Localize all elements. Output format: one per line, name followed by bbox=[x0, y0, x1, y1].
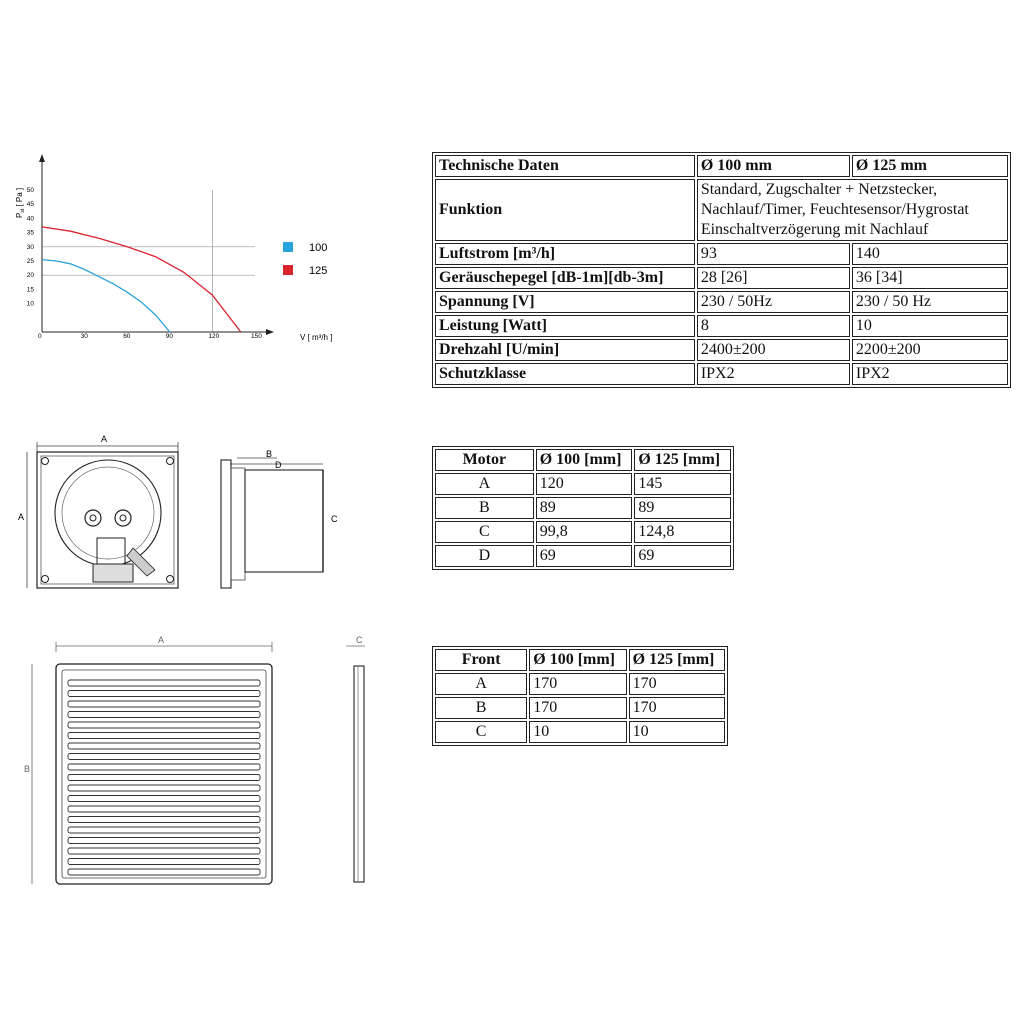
function-label: Funktion bbox=[435, 179, 695, 241]
louver-slat bbox=[68, 817, 260, 823]
front-dim-label-a: A bbox=[158, 635, 165, 645]
legend-label-100: 100 bbox=[309, 242, 328, 254]
x-tick-label: 150 bbox=[251, 333, 262, 340]
louver-slat bbox=[68, 743, 260, 749]
louver-slat bbox=[68, 869, 260, 875]
legend-label-125: 125 bbox=[309, 265, 328, 277]
pressure-flow-chart bbox=[0, 150, 360, 360]
louver-slat bbox=[68, 838, 260, 844]
table-row: Front Ø 100 [mm] Ø 125 [mm] bbox=[435, 649, 725, 671]
y-axis-arrow bbox=[39, 154, 45, 162]
series-line-100 bbox=[42, 260, 170, 332]
motor-dimension-drawing bbox=[15, 430, 345, 600]
y-tick-label: 10 bbox=[26, 300, 34, 308]
y-tick-label: 50 bbox=[26, 187, 34, 194]
louver-slat bbox=[68, 701, 260, 707]
y-tick-label: 40 bbox=[26, 215, 34, 223]
y-tick-label: 25 bbox=[26, 258, 34, 265]
motor-side-body bbox=[245, 470, 323, 572]
x-axis-arrow bbox=[266, 329, 274, 335]
y-tick-label: 35 bbox=[26, 229, 34, 237]
connector-block bbox=[93, 564, 133, 582]
table-row: Motor Ø 100 [mm] Ø 125 [mm] bbox=[435, 449, 731, 471]
x-tick-label: 60 bbox=[123, 333, 131, 340]
table-row: B 170 170 bbox=[435, 697, 725, 719]
front-dimensions-table bbox=[432, 646, 728, 746]
motor-housing bbox=[55, 460, 161, 566]
table-row: Schutzklasse IPX2 IPX2 bbox=[435, 363, 1008, 385]
grille-louvers bbox=[68, 680, 260, 875]
table-header: Technische Daten bbox=[435, 155, 695, 177]
table-row: Leistung [Watt] 8 10 bbox=[435, 315, 1008, 337]
louver-slat bbox=[68, 785, 260, 791]
louver-slat bbox=[68, 691, 260, 697]
motor-dimensions-table bbox=[432, 446, 734, 570]
front-dimension-drawing bbox=[20, 632, 380, 892]
table-row bbox=[435, 155, 1008, 177]
y-tick-label: 20 bbox=[26, 272, 34, 280]
table-row: C 10 10 bbox=[435, 721, 725, 743]
x-tick-label: 120 bbox=[208, 333, 220, 340]
louver-slat bbox=[68, 733, 260, 739]
y-tick-label: 15 bbox=[26, 286, 34, 294]
dim-label-d: D bbox=[275, 460, 282, 470]
table-row: Spannung [V] 230 / 50Hz 230 / 50 Hz bbox=[435, 291, 1008, 313]
louver-slat bbox=[68, 680, 260, 686]
tech-data-table bbox=[432, 152, 1011, 388]
function-value: Standard, Zugschalter + Netzstecker, Nachlauf/Timer, Feuchtesensor/Hygrostat Einschaltverzögerung mit Nachlauf bbox=[697, 179, 1008, 241]
table-row: A 120 145 bbox=[435, 473, 731, 495]
y-tick-label: 30 bbox=[26, 243, 34, 251]
table-row: A 170 170 bbox=[435, 673, 725, 695]
front-dim-label-b: B bbox=[24, 764, 31, 774]
louver-slat bbox=[68, 859, 260, 865]
table-row bbox=[435, 179, 1008, 241]
table-row: B 89 89 bbox=[435, 497, 731, 519]
chart-grid bbox=[42, 190, 255, 332]
louver-slat bbox=[68, 848, 260, 854]
table-header: Ø 125 mm bbox=[852, 155, 1008, 177]
louver-slat bbox=[68, 754, 260, 760]
x-axis-label: V [ m³/h ] bbox=[300, 333, 333, 342]
x-tick-label: 30 bbox=[80, 333, 88, 340]
table-header: Ø 100 mm bbox=[697, 155, 850, 177]
table-row: Drehzahl [U/min] 2400±200 2200±200 bbox=[435, 339, 1008, 361]
table-row: Luftstrom [m³/h] 93 140 bbox=[435, 243, 1008, 265]
motor-side-flange bbox=[221, 460, 231, 588]
front-side-profile bbox=[354, 666, 364, 882]
dim-label-a: A bbox=[101, 434, 108, 444]
y-tick-label: 45 bbox=[26, 201, 34, 209]
louver-slat bbox=[68, 827, 260, 833]
louver-slat bbox=[68, 775, 260, 781]
table-row: D 69 69 bbox=[435, 545, 731, 567]
louver-slat bbox=[68, 712, 260, 718]
dim-label-c: C bbox=[331, 514, 338, 524]
x-tick-label: 0 bbox=[38, 333, 42, 340]
front-dim-label-c: C bbox=[356, 635, 363, 645]
front-grille-outline bbox=[56, 664, 272, 884]
legend-swatch-125 bbox=[283, 265, 293, 275]
y-axis-label: $P_{st}$ [ Pa ] bbox=[15, 187, 26, 218]
louver-slat bbox=[68, 764, 260, 770]
table-row: C 99,8 124,8 bbox=[435, 521, 731, 543]
louver-slat bbox=[68, 806, 260, 812]
chart-ticks bbox=[27, 187, 262, 340]
chart-lines bbox=[42, 227, 241, 332]
chart-legend bbox=[283, 242, 327, 277]
table-row: Geräuschepegel [dB-1m][db-3m] 28 [26] 36 [34] bbox=[435, 267, 1008, 289]
chart-axes bbox=[39, 154, 274, 335]
louver-slat bbox=[68, 722, 260, 728]
louver-slat bbox=[68, 796, 260, 802]
dim-label-a-side: A bbox=[18, 512, 25, 522]
series-line-125 bbox=[42, 227, 241, 332]
dim-label-b: B bbox=[266, 449, 273, 459]
x-tick-label: 90 bbox=[165, 333, 174, 340]
legend-swatch-100 bbox=[283, 242, 293, 252]
